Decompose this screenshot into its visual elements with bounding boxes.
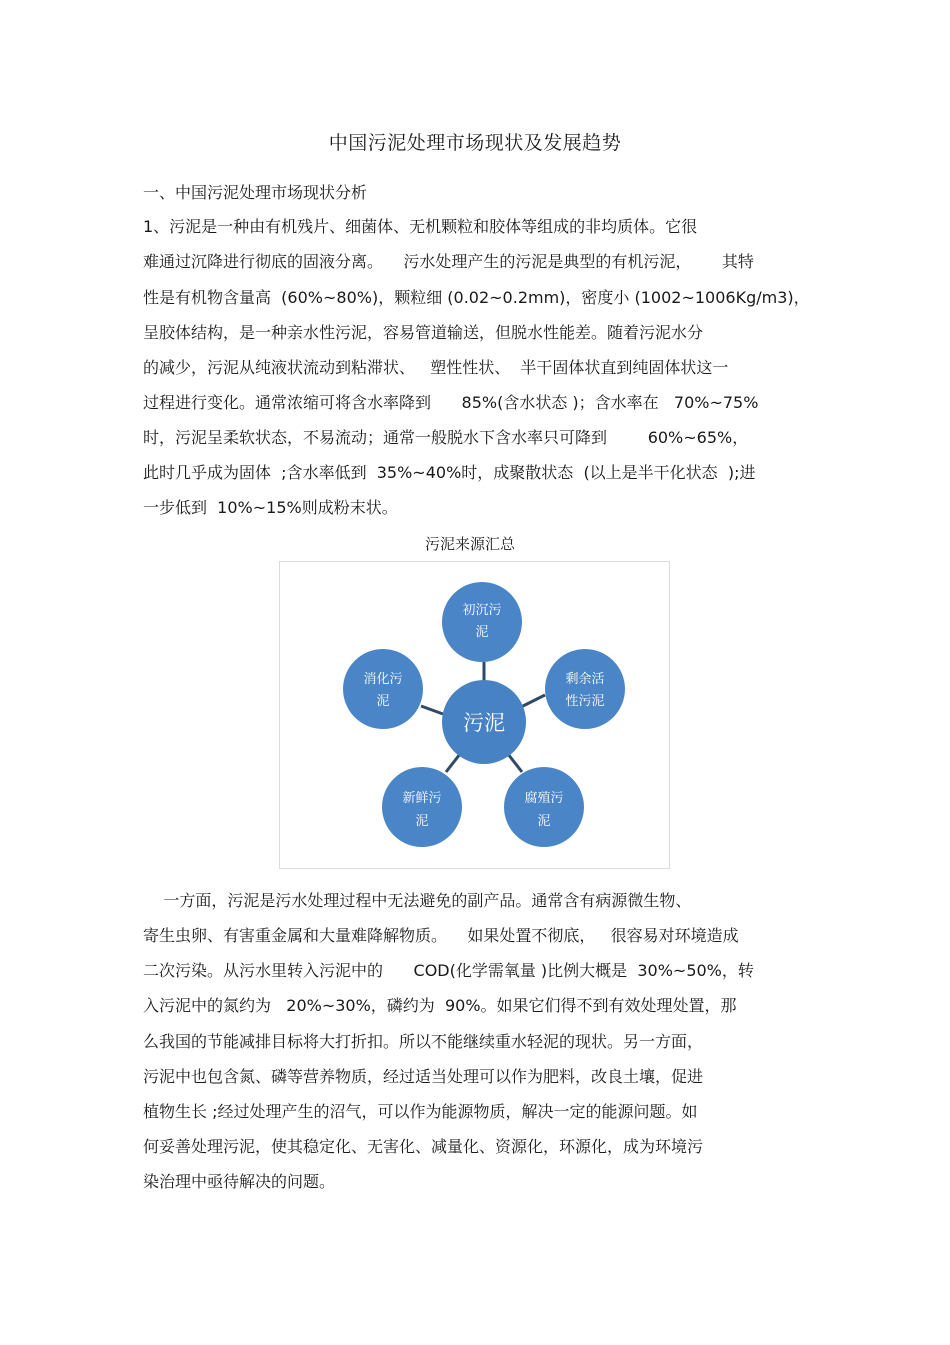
node-label: 消化污 (363, 672, 403, 687)
node-label: 泥 (415, 814, 429, 829)
node-circle (343, 649, 423, 729)
paragraph-line: 染治理中亟待解决的问题。 (143, 1172, 336, 1191)
paragraph-line: 的减少，污泥从纯液状流动到粘滞状、 塑性性状、 半干固体状直到纯固体状这一 (143, 358, 729, 377)
node-label: 泥 (537, 814, 551, 829)
connector-line (508, 754, 522, 772)
paragraph-line: 二次污染。从污水里转入污泥中的 COD(化学需氧量 )比例大概是 30%~50%，转 (143, 961, 754, 980)
section-heading: 一、中国污泥处理市场现状分析 (143, 183, 368, 202)
figure-caption: 污泥来源汇总 (424, 535, 515, 553)
node-primary-sludge (442, 582, 522, 662)
paragraph-line: 1、污泥是一种由有机残片、细菌体、无机颗粒和胶体等组成的非均质体。它很 (143, 217, 698, 236)
center-label: 污泥 (463, 711, 505, 735)
paragraph-line: 过程进行变化。通常浓缩可将含水率降到 85%(含水状态 )；含水率在 70%~75% (143, 393, 759, 412)
page-title: 中国污泥处理市场现状及发展趋势 (328, 132, 622, 154)
diagram-svg (280, 562, 669, 868)
paragraph-line: 植物生长 ;经过处理产生的沼气，可以作为能源物质，解决一定的能源问题。如 (143, 1102, 698, 1121)
node-humus-sludge (504, 767, 584, 847)
node-label: 新鲜污 (402, 791, 442, 806)
sludge-sources-diagram (279, 561, 670, 869)
paragraph-line: 污泥中也包含氮、磷等营养物质，经过适当处理可以作为肥料，改良土壤，促进 (143, 1067, 704, 1086)
node-circle (382, 767, 462, 847)
paragraph-line: 一步低到 10%~15%则成粉末状。 (143, 498, 398, 517)
paragraph-line: 此时几乎成为固体 ;含水率低到 35%~40%时，成聚散状态 (以上是半干化状态 );进 (143, 463, 756, 482)
node-label: 性污泥 (565, 694, 605, 709)
node-center-sludge (442, 680, 526, 764)
node-label: 腐殖污 (524, 791, 564, 806)
paragraph-line: 难通过沉降进行彻底的固液分离。 污水处理产生的污泥是典型的有机污泥， 其特 (143, 252, 754, 271)
paragraph-line: 么我国的节能减排目标将大打折扣。所以不能继续重水轻泥的现状。另一方面， (143, 1032, 704, 1051)
node-circle (442, 582, 522, 662)
paragraph-line: 入污泥中的氮约为 20%~30%，磷约为 90%。如果它们得不到有效处理处置，那 (143, 996, 737, 1015)
node-excess-activated-sludge (545, 649, 625, 729)
paragraph-line: 性是有机物含量高 (60%~80%)，颗粒细 (0.02~0.2mm)，密度小 (1002~1006Kg/m3)， (143, 288, 810, 307)
node-label: 剩余活 (565, 672, 605, 687)
node-fresh-sludge (382, 767, 462, 847)
paragraph-line: 一方面，污泥是污水处理过程中无法避免的副产品。通常含有病源微生物、 (143, 891, 692, 910)
node-circle (504, 767, 584, 847)
node-digested-sludge (343, 649, 423, 729)
node-label: 初沉污 (462, 603, 502, 618)
paragraph-line: 何妥善处理污泥，使其稳定化、无害化、减量化、资源化，环源化，成为环境污 (143, 1137, 704, 1156)
node-label: 泥 (475, 625, 489, 640)
paragraph-line: 呈胶体结构，是一种亲水性污泥，容易管道输送，但脱水性能差。随着污泥水分 (143, 323, 704, 342)
node-label: 泥 (376, 694, 390, 709)
connector-line (446, 754, 460, 772)
paragraph-line: 时，污泥呈柔软状态，不易流动；通常一般脱水下含水率只可降到 60%~65%， (143, 428, 749, 447)
paragraph-line: 寄生虫卵、有害重金属和大量难降解物质。 如果处置不彻底， 很容易对环境造成 (143, 926, 739, 945)
connector-line (521, 695, 545, 707)
connector-line (421, 706, 443, 714)
node-circle (545, 649, 625, 729)
